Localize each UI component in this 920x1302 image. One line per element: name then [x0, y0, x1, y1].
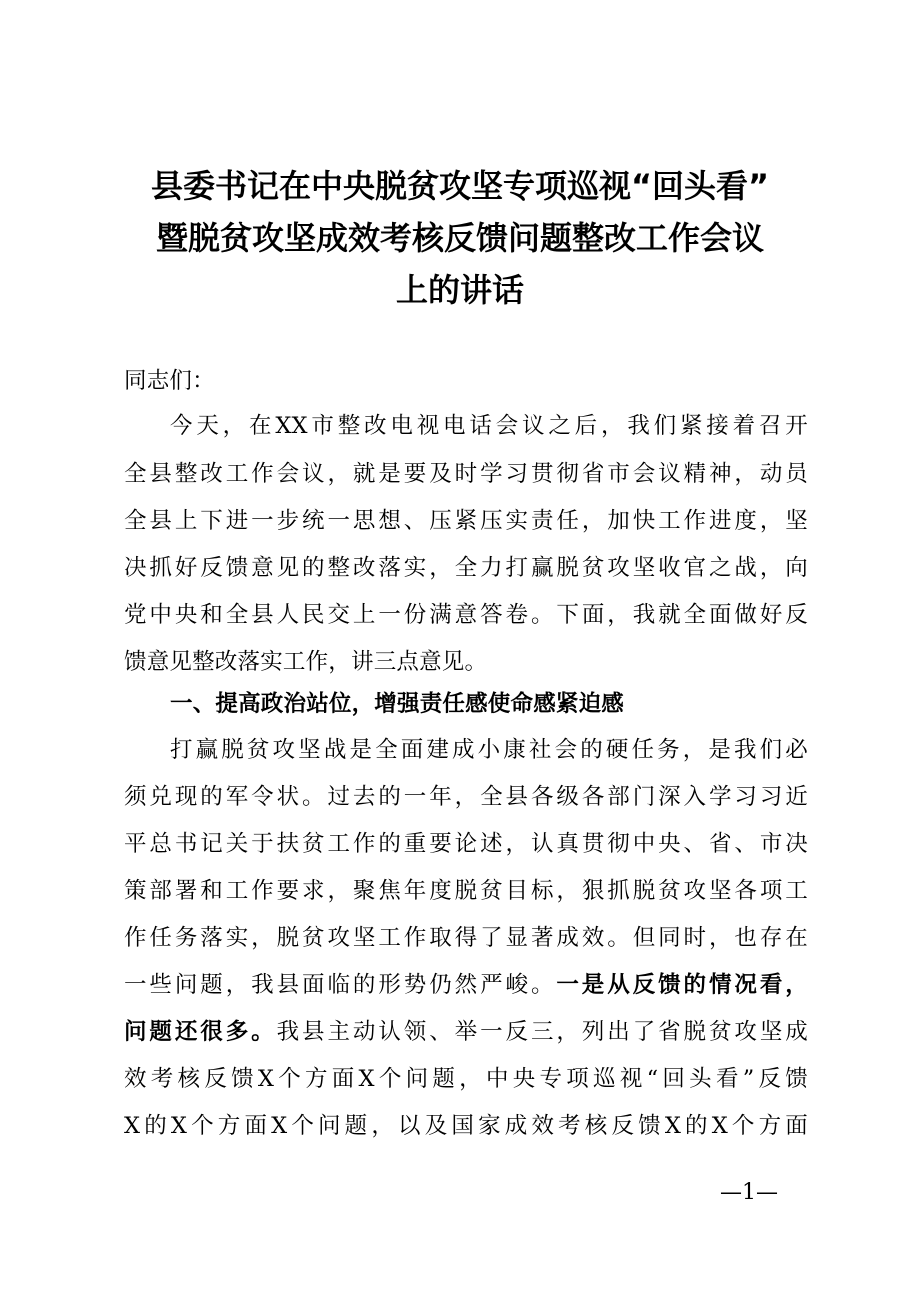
title-line-2: 暨脱贫攻坚成效考核反馈问题整改工作会议: [155, 219, 764, 257]
paragraph-1-line-3: 全县上下进一步统一思想、压紧压实责任，加快工作进度，坚: [124, 508, 808, 534]
paragraph-2-line-1: 打赢脱贫攻坚战是全面建成小康社会的硬任务，是我们必: [170, 737, 808, 763]
paragraph-2-line-8: 效考核反馈X个方面X个问题，中央专项巡视“回头看”反馈: [124, 1066, 808, 1092]
paragraph-2-line-7: [124, 1014, 808, 1046]
document-body: [124, 363, 808, 1143]
section-heading-1: 一、提高政治站位，增强责任感使命感紧迫感: [170, 691, 625, 717]
paragraph-2-line-7-bold: 问题还很多。: [124, 1019, 277, 1045]
paragraph-1-line-1: 今天，在XX市整改电视电话会议之后，我们紧接着召开: [170, 413, 808, 439]
paragraph-2-line-6-bold: 一是从反馈的情况看，: [556, 972, 808, 998]
paragraph-2-line-5: 作任务落实，脱贫攻坚工作取得了显著成效。但同时，也存在: [124, 925, 808, 951]
paragraph-1-line-5: 党中央和全县人民交上一份满意答卷。下面，我就全面做好反: [124, 602, 808, 628]
document-title: [100, 160, 820, 316]
paragraph-1-line-4: 决抓好反馈意见的整改落实，全力打赢脱贫攻坚收官之战，向: [124, 555, 808, 581]
title-line-1: 县委书记在中央脱贫攻坚专项巡视“回头看”: [150, 167, 770, 205]
paragraph-1-line-6: 馈意见整改落实工作，讲三点意见。: [124, 649, 488, 675]
paragraph-2-line-4: 策部署和工作要求，聚焦年度脱贫目标，狠抓脱贫攻坚各项工: [124, 878, 808, 904]
salutation: 同志们：: [124, 368, 215, 394]
paragraph-2-line-9: X的X个方面X个问题，以及国家成效考核反馈X的X个方面: [124, 1113, 808, 1139]
paragraph-2-line-7-normal: 我县主动认领、举一反三，列出了省脱贫攻坚成: [276, 1019, 808, 1045]
paragraph-2-line-6-normal: 一些问题，我县面临的形势仍然严峻。: [124, 972, 557, 998]
paragraph-2-line-3: 平总书记关于扶贫工作的重要论述，认真贯彻中央、省、市决: [124, 831, 808, 857]
title-line-3: 上的讲话: [395, 271, 524, 309]
paragraph-2-line-6: [124, 967, 808, 999]
page-number: —1—: [720, 1180, 778, 1205]
paragraph-2-line-2: 须兑现的军令状。过去的一年，全县各级各部门深入学习习近: [124, 784, 808, 810]
paragraph-1-line-2: 全县整改工作会议，就是要及时学习贯彻省市会议精神，动员: [124, 461, 808, 487]
